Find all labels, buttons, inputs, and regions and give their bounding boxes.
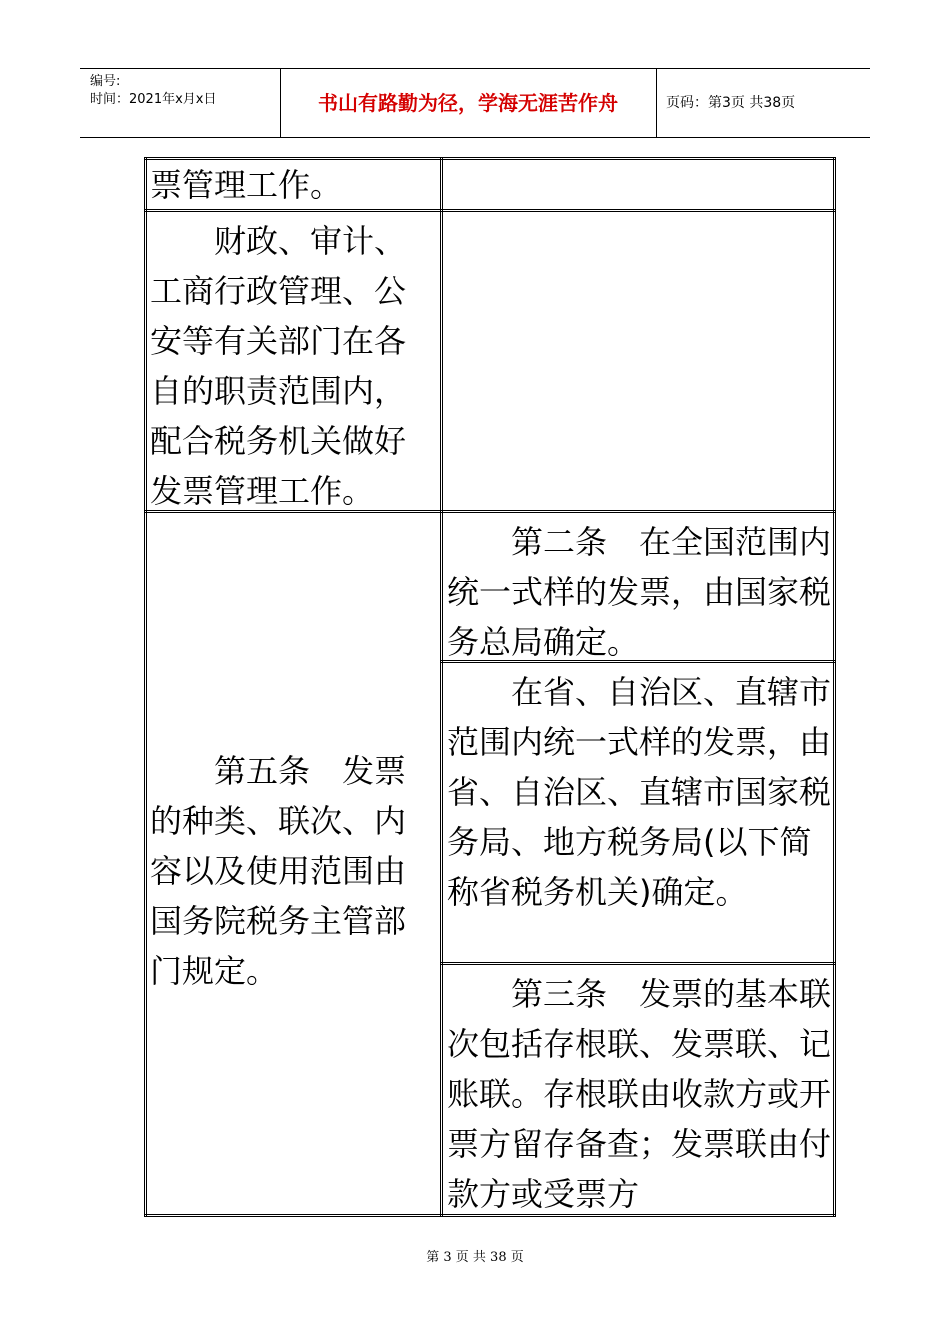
cell-text: 财政、审计、工商行政管理、公安等有关部门在各自的职责范围内，配合税务机关做好发票管理工作。 <box>150 222 407 510</box>
cell-article-3 <box>447 969 831 1211</box>
cell-text: 票管理工作。 <box>150 166 343 204</box>
cell-article-2-provincial <box>447 667 831 917</box>
table-border-bottom <box>144 1214 836 1217</box>
cell-row1-left <box>150 160 434 210</box>
cell-text: 第三条 发票的基本联次包括存根联、发票联、记账联。存根联由收款方或开票方留存备查；发票联由付款方或受票方 <box>447 975 831 1211</box>
table-border-left <box>144 157 147 1217</box>
header-left <box>90 73 216 109</box>
table-column-divider <box>440 157 443 1217</box>
page-footer: 第 3 页 共 38 页 <box>426 1250 524 1265</box>
regulation-table <box>144 157 836 1217</box>
table-border-right <box>833 157 836 1217</box>
doc-time-label: 时间：2021年x月x日 <box>90 92 217 107</box>
cell-text: 在省、自治区、直辖市范围内统一式样的发票，由省、自治区、直辖市国家税务局、地方税务局(以下简称省税务机关)确定。 <box>447 673 831 911</box>
header-page-info: 页码：第3页 共38页 <box>666 95 796 111</box>
doc-code-label: 编号: <box>90 74 121 89</box>
cell-text: 第五条 发票的种类、联次、内容以及使用范围由国务院税务主管部门规定。 <box>150 752 407 990</box>
cell-row3-left <box>150 746 434 996</box>
page-header <box>80 68 870 138</box>
header-motto: 书山有路勤为径，学海无涯苦作舟 <box>318 91 618 115</box>
table-cell-divider <box>441 962 836 965</box>
cell-article-2 <box>447 517 831 667</box>
cell-row2-left <box>150 216 434 516</box>
header-divider <box>656 69 657 137</box>
cell-text: 第二条 在全国范围内统一式样的发票，由国家税务总局确定。 <box>447 523 831 661</box>
